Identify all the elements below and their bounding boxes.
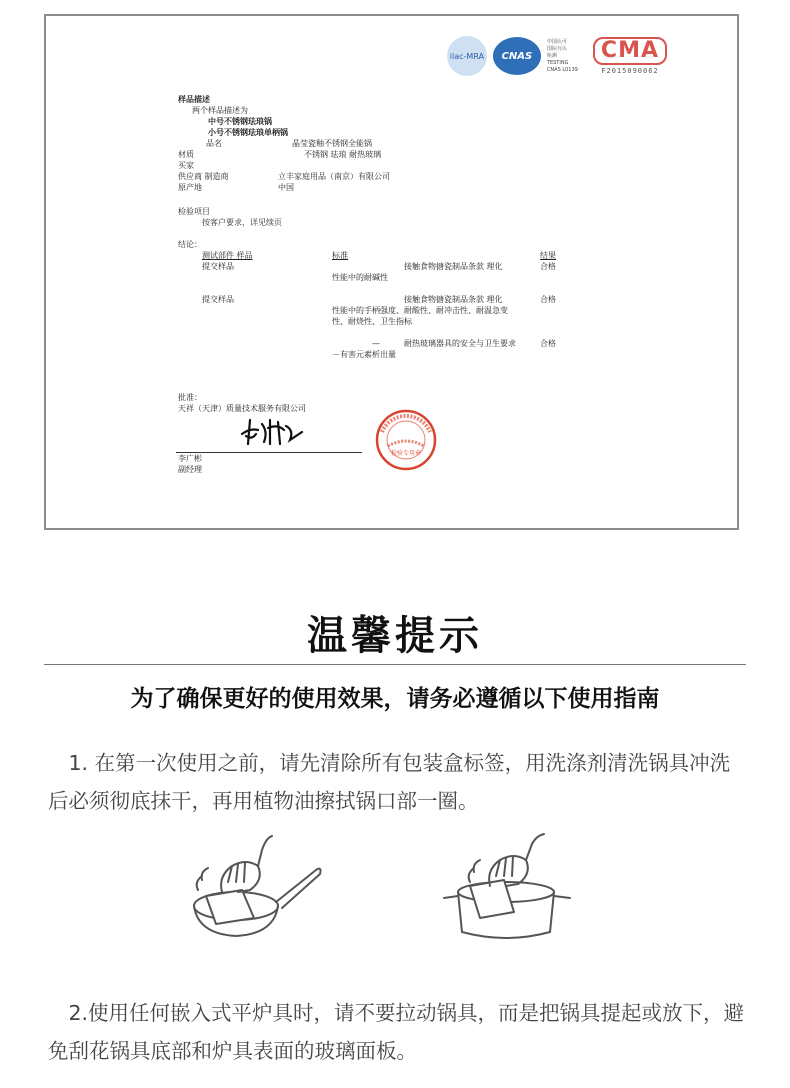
- row1-std1: 接触食物搪瓷制品条款 理化: [404, 262, 503, 271]
- row3-dash: —: [372, 339, 380, 348]
- tip-paragraph-2: 2.使用任何嵌入式平炉具时，请不要拉动锅具，而是把锅具提起或放下，避免刮花锅具底部和炉具表面的玻璃面板。: [48, 1001, 745, 1063]
- material-label: 材质: [178, 150, 194, 159]
- cnas-logo: CNAS: [493, 37, 541, 75]
- row2-result: 合格: [540, 295, 556, 304]
- col-result-header: 结果: [540, 251, 556, 260]
- sample-line2: 中号不锈钢珐琅锅: [208, 116, 272, 126]
- signature-line: [176, 452, 362, 453]
- approval-company: 天祥（天津）质量技术服务有限公司: [178, 404, 306, 413]
- row3-result: 合格: [540, 339, 556, 348]
- buyer-label: 买家: [178, 161, 194, 170]
- col-part-header: 测试部件 样品: [202, 251, 253, 260]
- tip-paragraph-1: 1. 在第一次使用之前，请先清除所有包装盒标签，用洗涤剂清洗锅具冲洗后必须彻底抹干，再用植物油擦拭锅口部一圈。: [48, 751, 731, 813]
- tips-subtitle: 为了确保更好的使用效果，请务必遵循以下使用指南: [130, 686, 660, 712]
- ilac-mra-logo: ilac-MRA: [447, 36, 487, 76]
- row3-std2: －有害元素析出量: [332, 350, 396, 359]
- material-value: 不锈钢 珐琅 耐热玻璃: [304, 150, 382, 159]
- inspection-heading: 检验项目: [178, 207, 210, 216]
- cnas-caption: 中国认可 国际互认 检测 TESTING CNAS L0139: [546, 38, 578, 73]
- origin-value: 中国: [278, 183, 294, 192]
- name-value: 晶莹瓷釉不锈钢全能锅: [292, 139, 372, 148]
- cma-code: F2015090062: [601, 67, 659, 75]
- row2-part: 提交样品: [202, 295, 234, 304]
- certification-logos: [447, 36, 667, 76]
- row1-result: 合格: [540, 262, 556, 271]
- wiping-pot-illustration: [440, 832, 580, 947]
- col-standard-header: 标准: [332, 251, 348, 260]
- inspection-text: 按客户要求，详见续页: [202, 218, 282, 227]
- signer-name: 李广彬: [178, 454, 202, 463]
- red-seal-stamp: [374, 408, 438, 472]
- origin-label: 原产地: [178, 183, 202, 192]
- row1-std2: 性能中的耐碱性: [332, 273, 388, 282]
- test-report-card: [44, 14, 739, 530]
- sample-heading: 样品描述: [178, 94, 210, 104]
- wiping-pan-illustration: [188, 832, 328, 947]
- stamp-center-text: 检验专用章: [390, 450, 422, 457]
- row2-std1: 接触食物搪瓷制品条款 理化: [404, 295, 503, 304]
- row3-std1: 耐热玻璃器具的安全与卫生要求: [404, 339, 516, 348]
- supplier-label: 供应商 制造商: [178, 172, 229, 181]
- tips-title: 温馨提示: [307, 613, 483, 659]
- row2-std3: 性、耐烧性、卫生指标: [332, 317, 412, 326]
- row2-std2: 性能中的手柄强度、耐酸性、耐冲击性、耐温急变: [332, 306, 508, 315]
- signer-position: 副经理: [178, 465, 202, 474]
- approval-heading: 批准：: [178, 393, 202, 402]
- sample-line3: 小号不锈钢珐琅单柄锅: [208, 127, 288, 137]
- sample-line1: 两个样品描述为: [192, 106, 248, 115]
- handwritten-signature: [238, 414, 308, 450]
- supplier-value: 立丰家庭用品（南京）有限公司: [278, 172, 390, 181]
- conclusion-heading: 结论：: [178, 240, 202, 249]
- title-divider: [44, 664, 746, 665]
- cma-logo: CMA F2015090062: [593, 37, 667, 75]
- row1-part: 提交样品: [202, 262, 234, 271]
- name-label: 品名: [206, 139, 222, 148]
